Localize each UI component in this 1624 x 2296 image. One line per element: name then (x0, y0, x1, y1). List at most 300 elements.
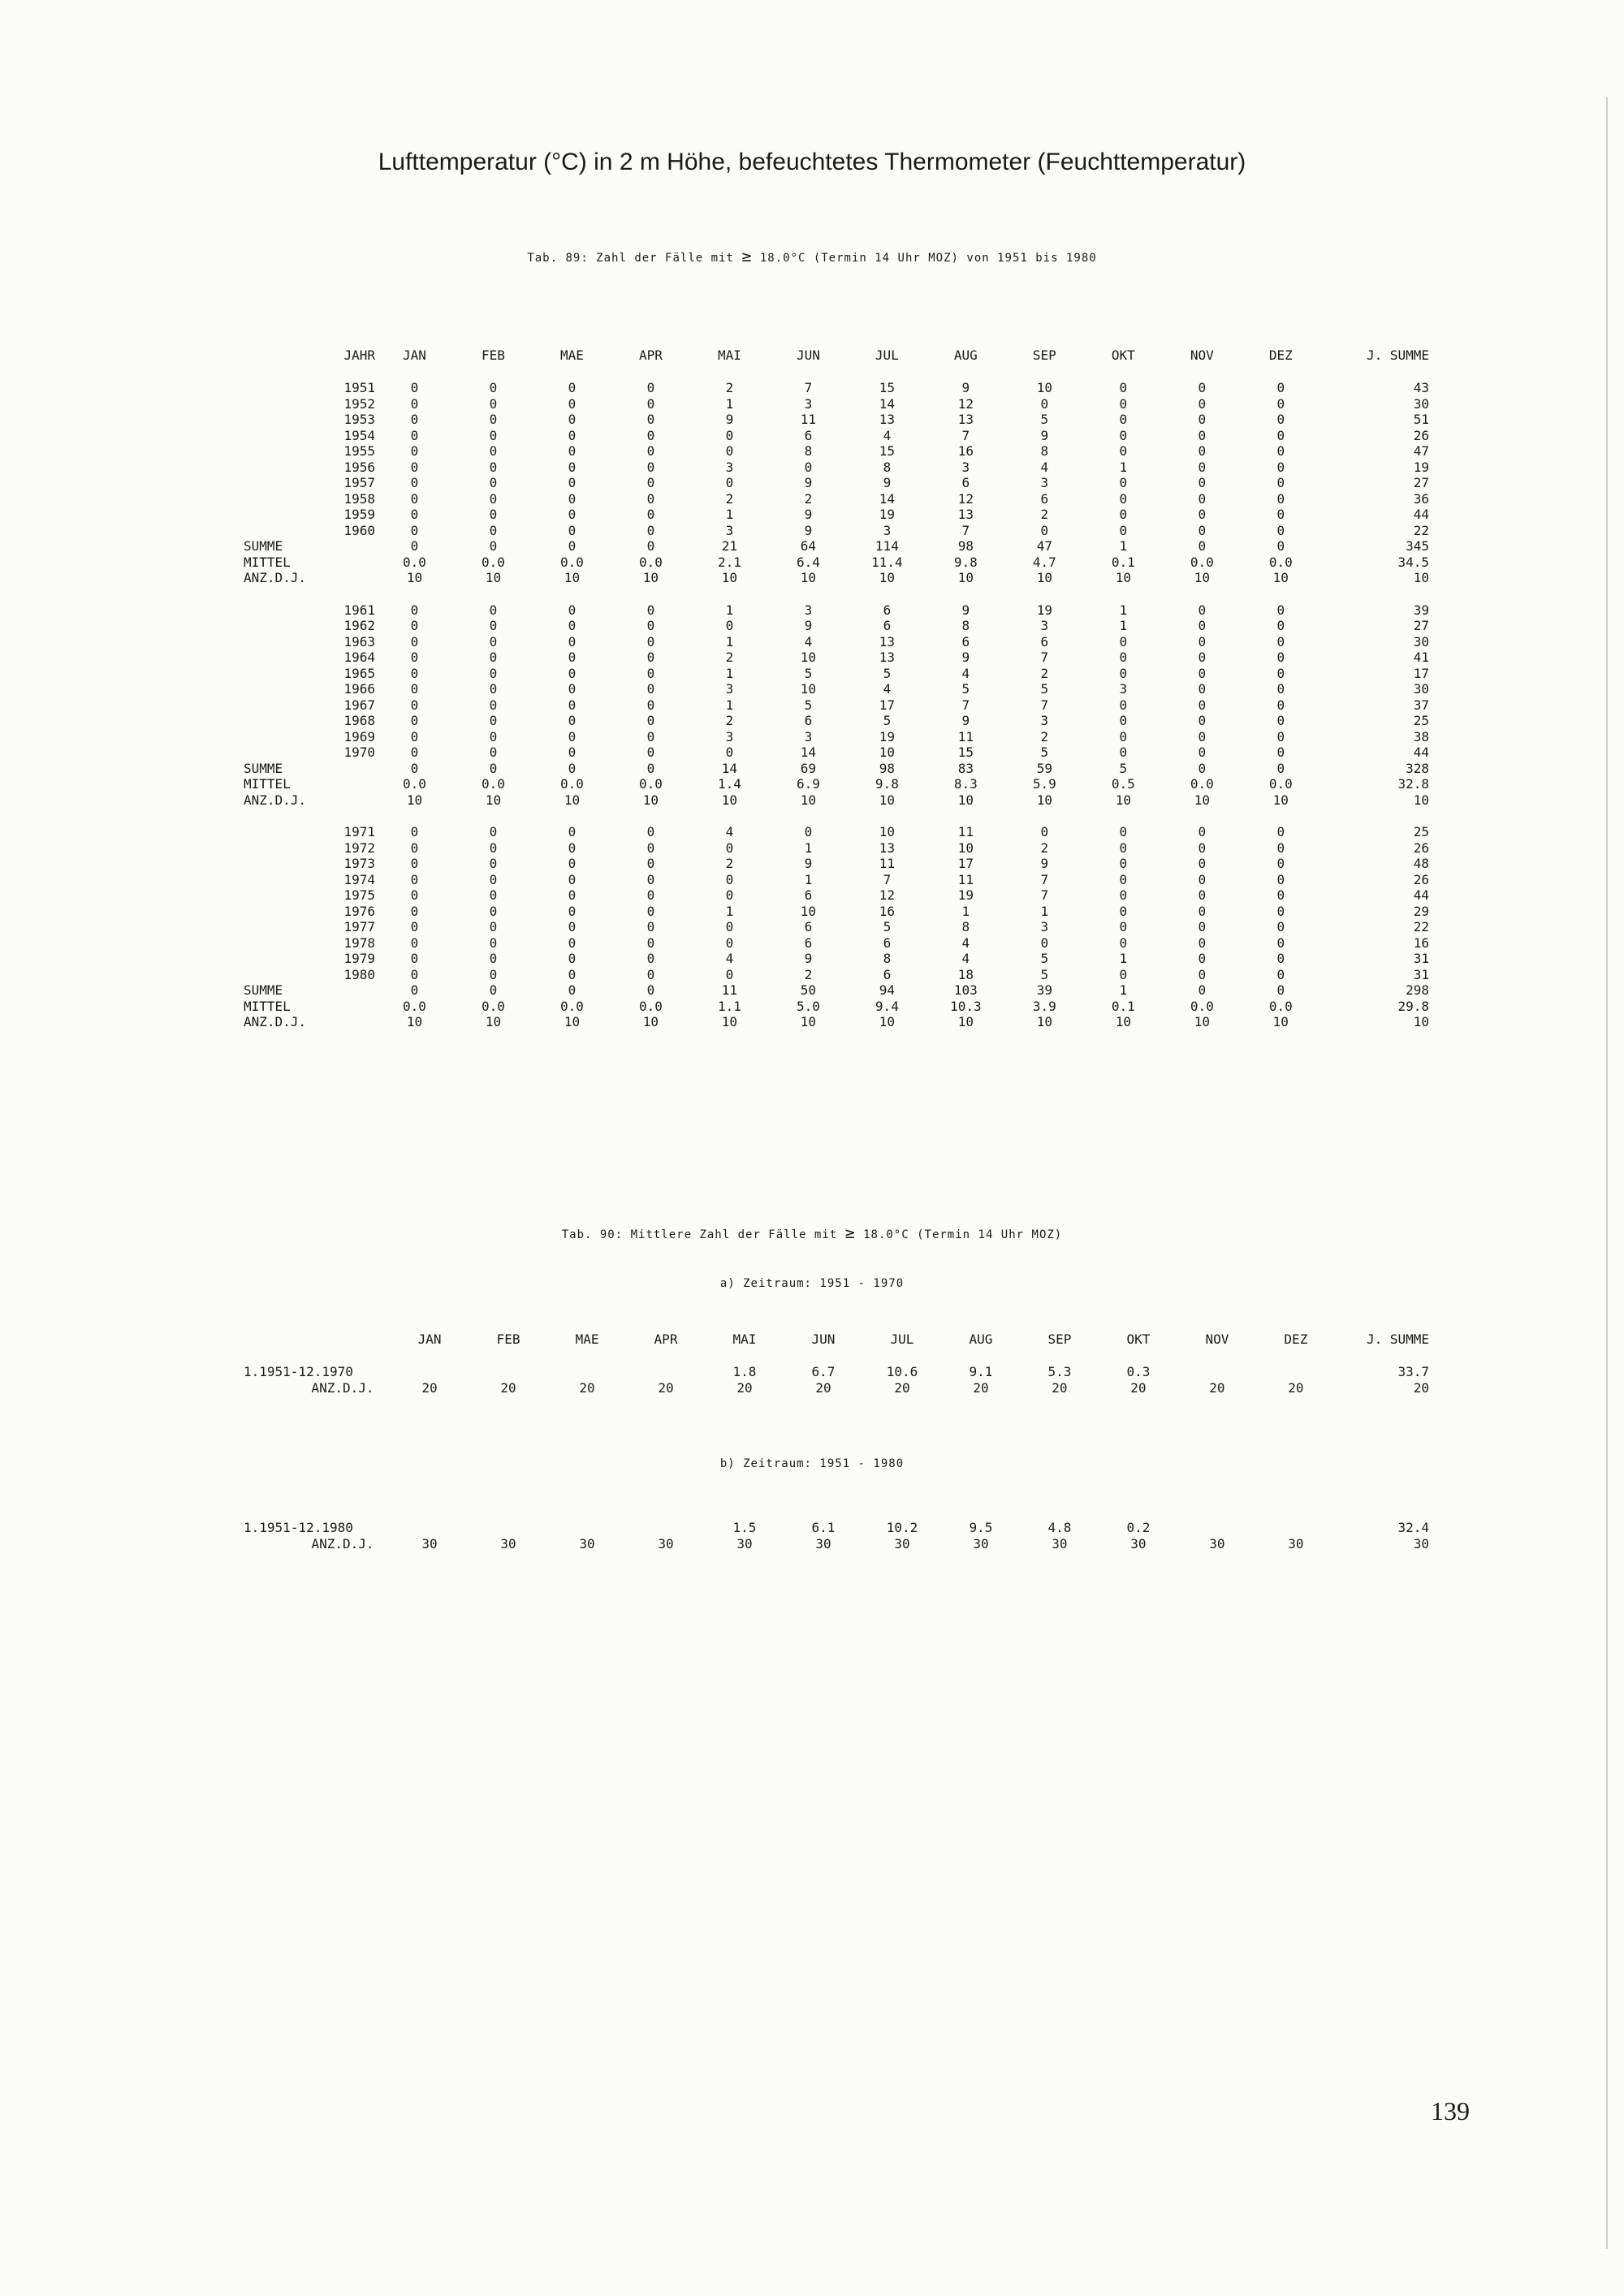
table-cell: 2 (725, 380, 734, 395)
table-row (244, 967, 1429, 983)
year-cell: 1953 (343, 412, 375, 427)
table-cell: 0 (1119, 728, 1128, 744)
table-cell: 0.0 (482, 776, 505, 792)
table-cell: 0 (646, 856, 655, 871)
table-cell: 0 (568, 856, 577, 871)
table-cell: 0 (1198, 934, 1207, 951)
table-cell: 1.4 (717, 776, 741, 792)
table-cell: 0 (1198, 490, 1207, 507)
table-cell: 0 (489, 839, 498, 856)
table-cell: 6.9 (796, 776, 820, 792)
table-cell: 10 (721, 1014, 738, 1029)
table-cell: 0 (1198, 966, 1207, 982)
table-cell: 3 (804, 395, 813, 412)
summary-row (244, 570, 1429, 586)
table-cell: 10 (1115, 1014, 1131, 1029)
table-cell: 7 (961, 427, 970, 443)
table-cell: 7 (804, 380, 813, 395)
table-cell: 5.9 (1032, 776, 1056, 792)
table-cell: 0 (410, 443, 419, 459)
table-cell: 0 (1119, 650, 1128, 665)
table-cell: 0 (568, 427, 577, 443)
table-row (244, 856, 1429, 872)
table-cell: 11 (957, 728, 974, 744)
table-cell: 0 (1198, 650, 1207, 665)
table-cell: 0 (410, 522, 419, 538)
count-cell: 30 (500, 1535, 516, 1552)
table-cell: 0 (646, 665, 655, 681)
table-cell: 0.0 (1268, 776, 1293, 792)
mean-cell: 0.3 (1126, 1364, 1151, 1379)
table-cell: 30 (1413, 395, 1429, 412)
table-cell: 0.0 (559, 998, 584, 1014)
year-cell: 1974 (343, 871, 375, 887)
table-cell: 0 (646, 507, 655, 522)
summary-label: SUMME (244, 760, 283, 776)
table-row (244, 460, 1429, 476)
table-cell: 0 (1040, 934, 1049, 951)
table-cell: 0 (410, 966, 419, 982)
table-cell: 0 (725, 934, 734, 951)
count-cell: 20 (579, 1379, 595, 1396)
table-cell: 0 (489, 522, 498, 538)
table-cell: 0 (1119, 475, 1128, 490)
mean-cell (1177, 1520, 1256, 1536)
summary-label: SUMME (244, 538, 283, 554)
mean-cell: 6.7 (811, 1364, 836, 1379)
table-cell: 0 (410, 760, 419, 776)
table-row (244, 650, 1429, 666)
table-cell: 0 (646, 443, 655, 459)
table-cell: 9 (1040, 427, 1049, 443)
table-cell: 10 (564, 570, 581, 585)
tab90-header-row (244, 1331, 1429, 1348)
table-cell: 9 (961, 713, 970, 728)
table-cell: 0 (489, 919, 498, 934)
table-cell: 9 (961, 380, 970, 395)
table-cell: 0 (568, 919, 577, 934)
summary-label: ANZ.D.J. (244, 1014, 307, 1029)
table-cell: 0 (410, 887, 419, 903)
table-cell: 0 (1276, 507, 1285, 522)
table-cell: 25 (1413, 824, 1429, 839)
table-cell: 0 (1198, 697, 1207, 713)
table-cell: 15 (879, 380, 896, 395)
table-cell: 0 (646, 903, 655, 919)
table-cell: 11 (879, 856, 896, 871)
table-cell: 3 (1040, 713, 1049, 728)
table-cell: 3 (1040, 919, 1049, 934)
table-cell: 0 (646, 490, 655, 507)
table-cell: 0 (1119, 839, 1128, 856)
table-cell: 0 (568, 443, 577, 459)
table-cell: 10 (406, 792, 423, 808)
table-cell: 10 (406, 570, 423, 585)
table-cell: 0 (646, 760, 655, 776)
table-cell: 0 (1276, 856, 1285, 871)
table-cell: 0 (1119, 934, 1128, 951)
table-cell: 0 (1276, 760, 1285, 776)
table-cell: 0 (489, 538, 498, 554)
table-cell: 1 (725, 507, 734, 522)
year-cell: 1978 (343, 934, 375, 951)
table-cell: 47 (1413, 443, 1429, 459)
table-cell: 6 (883, 934, 892, 951)
table-cell: 0 (489, 412, 498, 427)
table-cell: 0 (646, 951, 655, 966)
table-cell: 10 (1036, 380, 1052, 395)
table-cell: 0 (410, 951, 419, 966)
table-cell: 0 (568, 951, 577, 966)
mean-cell: 1.8 (732, 1364, 757, 1379)
table-cell: 3 (1040, 618, 1049, 633)
mean-cell: 9.1 (969, 1364, 993, 1379)
column-header: APR (654, 1331, 678, 1347)
table-cell: 4 (725, 951, 734, 966)
table-cell: 12 (879, 887, 896, 903)
mean-cell (548, 1364, 627, 1380)
table-cell: 0 (489, 475, 498, 490)
table-cell: 3 (725, 459, 734, 475)
table-cell: 12 (957, 490, 974, 507)
table-cell: 0 (725, 887, 734, 903)
table-cell: 0.0 (482, 998, 505, 1014)
table-cell: 0.0 (403, 554, 426, 570)
table-cell: 0.0 (559, 554, 584, 570)
table-cell: 0.0 (403, 998, 426, 1014)
table-cell: 345 (1406, 538, 1429, 554)
table-cell: 0 (1119, 871, 1128, 887)
table-cell: 0 (804, 459, 813, 475)
table-cell: 0 (1119, 522, 1128, 538)
table-cell: 1 (725, 665, 734, 681)
table-cell: 22 (1413, 919, 1429, 934)
table-cell: 3 (725, 728, 734, 744)
summary-row (244, 1014, 1429, 1030)
table-row (244, 380, 1429, 396)
table-cell: 0 (410, 633, 419, 650)
table-cell: 0 (1276, 665, 1285, 681)
table-cell: 0.0 (638, 998, 663, 1014)
table-cell: 0 (1198, 475, 1207, 490)
table-cell: 9 (725, 412, 734, 427)
table-cell: 0 (489, 618, 498, 633)
table-cell: 6 (1040, 490, 1049, 507)
table-cell: 0 (489, 966, 498, 982)
table-cell: 2 (1040, 728, 1049, 744)
table-cell: 0.0 (1268, 554, 1293, 570)
table-cell: 0 (646, 871, 655, 887)
table-cell: 6 (883, 618, 892, 633)
table-cell: 6 (883, 602, 892, 618)
table-cell: 10 (879, 792, 896, 808)
table-cell: 10 (485, 570, 502, 585)
table-cell: 0 (1119, 903, 1128, 919)
table-cell: 0 (1198, 602, 1207, 618)
table-cell: 0 (1198, 618, 1207, 633)
mean-cell (1256, 1520, 1335, 1536)
period-a-title: a) Zeitraum: 1951 - 1970 (719, 1277, 905, 1290)
table-cell: 10 (1115, 792, 1131, 808)
table-cell: 1 (1119, 602, 1128, 618)
table-cell: 0 (410, 728, 419, 744)
table-cell: 15 (879, 443, 896, 459)
table-cell: 0.0 (1190, 554, 1214, 570)
table-cell: 10 (1272, 792, 1289, 808)
table-cell: 0 (646, 839, 655, 856)
table-cell: 2 (725, 856, 734, 871)
table-cell: 10 (642, 792, 659, 808)
table-cell: 0 (725, 744, 734, 760)
table-cell: 9 (804, 507, 813, 522)
table-cell: 0 (568, 681, 577, 697)
table-cell: 10 (1272, 1014, 1289, 1029)
table-cell: 0 (489, 443, 498, 459)
table-cell: 0 (568, 602, 577, 618)
table-cell: 26 (1413, 839, 1429, 856)
table-row (244, 744, 1429, 761)
summary-row (244, 538, 1429, 555)
table-cell: 0 (1276, 443, 1285, 459)
table-cell: 0 (1276, 966, 1285, 982)
table-cell: 0 (725, 475, 734, 490)
year-cell: 1960 (343, 522, 375, 538)
table-cell: 3 (1119, 681, 1128, 697)
table-cell: 10 (1194, 570, 1210, 585)
table-cell: 17 (957, 856, 974, 871)
table-cell: 8 (804, 443, 813, 459)
table-row (244, 919, 1429, 935)
table-cell: 10 (879, 570, 896, 585)
table-cell: 10 (1036, 570, 1052, 585)
table-cell: 1 (1119, 982, 1128, 998)
year-cell: 1971 (343, 824, 375, 839)
table-cell: 5 (1040, 412, 1049, 427)
table-cell: 11 (800, 412, 817, 427)
table-cell: 0 (646, 744, 655, 760)
tab89-caption (0, 246, 1624, 265)
mean-cell: 4.8 (1047, 1520, 1072, 1535)
count-cell: 20 (1413, 1379, 1429, 1396)
table-cell: 10 (800, 903, 817, 919)
table-cell: 2 (1040, 839, 1049, 856)
table-cell: 0 (1198, 681, 1207, 697)
table-cell: 0 (410, 856, 419, 871)
table-cell: 4 (883, 681, 892, 697)
table-cell: 1 (1119, 951, 1128, 966)
table-cell: 0 (568, 650, 577, 665)
table-cell: 0 (410, 459, 419, 475)
table-cell: 0 (1040, 824, 1049, 839)
table-cell: 0 (489, 856, 498, 871)
table-cell: 0 (568, 395, 577, 412)
table-cell: 0 (568, 744, 577, 760)
table-cell: 6 (961, 475, 970, 490)
table-cell: 0 (489, 903, 498, 919)
table-cell: 0 (1276, 412, 1285, 427)
table-cell: 1 (961, 903, 970, 919)
table-cell: 8 (961, 618, 970, 633)
table-cell: 1 (804, 839, 813, 856)
table-cell: 83 (957, 760, 974, 776)
table-cell: 10 (642, 1014, 659, 1029)
table-cell: 0.0 (1190, 776, 1214, 792)
table-cell: 0.0 (1268, 998, 1293, 1014)
year-cell: 1976 (343, 903, 375, 919)
table-cell: 0 (1119, 490, 1128, 507)
table-cell: 8 (961, 919, 970, 934)
mean-cell (627, 1520, 706, 1536)
table-cell: 48 (1413, 856, 1429, 871)
table-cell: 0 (410, 538, 419, 554)
header-spacer (244, 1331, 391, 1348)
table-cell: 0 (1119, 856, 1128, 871)
column-header: DEZ (1284, 1331, 1308, 1347)
column-header: MAI (717, 347, 741, 363)
table-cell: 0 (489, 824, 498, 839)
table-cell: 0 (646, 697, 655, 713)
table-cell: 0 (1119, 919, 1128, 934)
table-cell: 13 (879, 839, 896, 856)
tab90-caption (0, 1223, 1624, 1242)
table-cell: 0 (1276, 618, 1285, 633)
table-cell: 9 (804, 951, 813, 966)
table-cell: 0 (1276, 650, 1285, 665)
table-cell: 1 (804, 871, 813, 887)
tab90-caption-pre: Tab. 90: Mittlere Zahl der Fälle mit (561, 1228, 838, 1241)
table-cell: 0 (568, 728, 577, 744)
mean-cell: 5.3 (1047, 1364, 1072, 1379)
table-cell: 8 (1040, 443, 1049, 459)
table-cell: 0 (1198, 507, 1207, 522)
table-cell: 0 (568, 697, 577, 713)
table-cell: 0 (1119, 395, 1128, 412)
table-cell: 0 (1276, 395, 1285, 412)
table-cell: 10 (406, 1014, 423, 1029)
table-cell: 98 (957, 538, 974, 554)
table-cell: 5 (804, 665, 813, 681)
summary-row (244, 999, 1429, 1015)
table-cell: 5 (1119, 760, 1128, 776)
tab89-caption-post: 18.0°C (Termin 14 Uhr MOZ) von 1951 bis 1980 (759, 252, 1097, 265)
table-cell: 0 (410, 934, 419, 951)
table-cell: 0 (725, 427, 734, 443)
table-cell: 30 (1413, 681, 1429, 697)
table-cell: 0 (1198, 871, 1207, 887)
table-cell: 0 (646, 934, 655, 951)
table-cell: 0 (1198, 427, 1207, 443)
table-cell: 0 (489, 744, 498, 760)
table-cell: 5 (1040, 681, 1049, 697)
table-row (244, 602, 1429, 619)
count-cell: 20 (1288, 1379, 1304, 1396)
mean-cell: 33.7 (1397, 1364, 1429, 1379)
table-cell: 1 (725, 602, 734, 618)
count-cell: 30 (1209, 1535, 1225, 1552)
table-cell: 69 (800, 760, 817, 776)
table-cell: 0 (1276, 744, 1285, 760)
table-cell: 0 (410, 602, 419, 618)
table-cell: 4.7 (1032, 554, 1056, 570)
table-row (244, 523, 1429, 539)
table-cell: 0 (489, 602, 498, 618)
count-cell: 30 (736, 1535, 753, 1552)
table-cell: 0 (568, 839, 577, 856)
table-row (244, 887, 1429, 904)
year-cell: 1970 (343, 744, 375, 760)
table-cell: 36 (1413, 490, 1429, 507)
page-number: 139 (1431, 2096, 1470, 2126)
table-cell: 0 (410, 490, 419, 507)
table-cell: 0 (1276, 538, 1285, 554)
table-cell: 0 (489, 871, 498, 887)
table-cell: 34.5 (1397, 554, 1429, 570)
table-cell: 0 (1276, 839, 1285, 856)
table-cell: 0 (1198, 760, 1207, 776)
table-cell: 32.8 (1397, 776, 1429, 792)
count-cell: 30 (815, 1535, 831, 1552)
table-cell: 26 (1413, 427, 1429, 443)
table-cell: 0 (568, 475, 577, 490)
table-row (244, 713, 1429, 729)
table-cell: 0 (1276, 919, 1285, 934)
count-cell: 30 (973, 1535, 989, 1552)
table-cell: 10 (1413, 570, 1429, 585)
table-cell: 0 (1198, 744, 1207, 760)
table-cell: 0 (646, 633, 655, 650)
table-cell: 50 (800, 982, 817, 998)
table-cell: 9.4 (875, 998, 899, 1014)
table-cell: 1.1 (717, 998, 741, 1014)
table-row (244, 428, 1429, 444)
table-cell: 7 (961, 522, 970, 538)
table-cell: 0 (646, 412, 655, 427)
table-cell: 0 (410, 507, 419, 522)
table-cell: 10 (800, 681, 817, 697)
table-cell: 4 (1040, 459, 1049, 475)
table-cell: 0 (1276, 427, 1285, 443)
table-cell: 47 (1036, 538, 1052, 554)
mean-cell (391, 1520, 469, 1536)
table-cell: 14 (721, 760, 738, 776)
count-cell: 20 (1209, 1379, 1225, 1396)
table-cell: 0 (725, 443, 734, 459)
table-cell: 0 (410, 744, 419, 760)
table-cell: 9.8 (953, 554, 978, 570)
table-cell: 0 (646, 522, 655, 538)
table-cell: 0 (646, 395, 655, 412)
table-cell: 0 (410, 824, 419, 839)
table-cell: 0 (1276, 475, 1285, 490)
table-cell: 10 (1036, 792, 1052, 808)
table-row (244, 840, 1429, 857)
table-cell: 44 (1413, 887, 1429, 903)
table-cell: 0 (646, 475, 655, 490)
table-cell: 0 (568, 490, 577, 507)
table-cell: 27 (1413, 618, 1429, 633)
table-cell: 10 (485, 1014, 502, 1029)
table-cell: 2 (1040, 507, 1049, 522)
table-cell: 1 (1119, 618, 1128, 633)
table-cell: 0 (1198, 728, 1207, 744)
table-cell: 19 (957, 887, 974, 903)
summary-row (244, 792, 1429, 809)
table-cell: 0 (1119, 887, 1128, 903)
table-cell: 98 (879, 760, 896, 776)
table-cell: 7 (883, 871, 892, 887)
table-cell: 0 (489, 982, 498, 998)
table-cell: 114 (875, 538, 899, 554)
